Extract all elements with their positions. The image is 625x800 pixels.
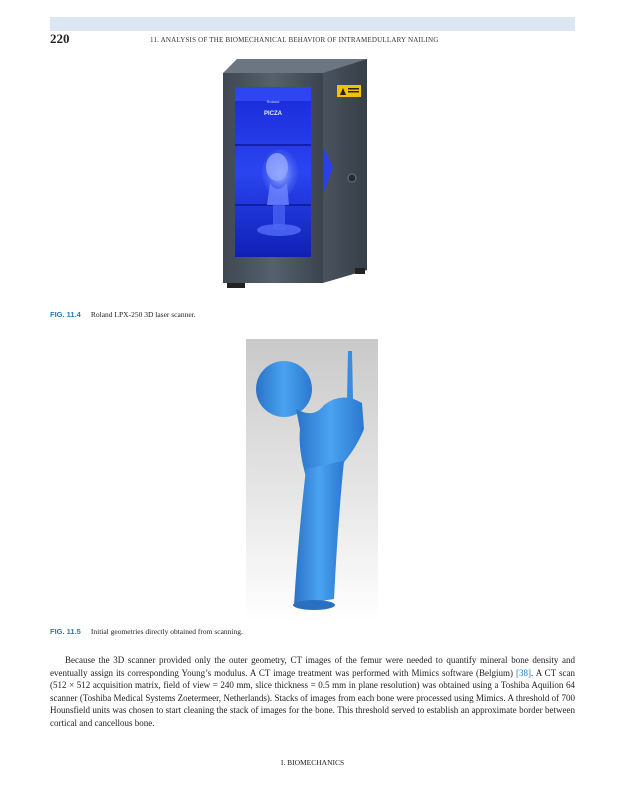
figure-label: FIG. 11.4 — [50, 310, 81, 319]
femur-head — [256, 361, 312, 417]
body-text-part2: . A CT scan (512 × 512 acquisition matrix, field of view = 240 mm, slice thickness = 0.5 mm in plane resolution) was obtained using a Toshiba Aquilion 64 scanner (Toshiba Medical Systems Zoetermeer, Netherlands). Stacks of images from each bone were processed using Mimics. A threshold of 700 Hounsfield units was chosen to start cleaning the stack of images for the bone. This threshold served to establish an approximate border between cortical and cancellous bone. — [50, 667, 575, 728]
citation-link[interactable]: [38] — [515, 667, 531, 678]
scanner-model: PICZA — [264, 111, 282, 117]
figure-caption-text: Roland LPX-250 3D laser scanner. — [90, 310, 196, 319]
page-number: 220 — [50, 31, 70, 46]
running-title: 11. ANALYSIS OF THE BIOMECHANICAL BEHAVIOR OF INTRAMEDULLARY NAILING — [150, 36, 439, 44]
femur-scan-figure — [246, 339, 378, 621]
body-paragraph — [50, 654, 575, 730]
figure-label: FIG. 11.5 — [50, 627, 81, 636]
scanner-figure — [215, 55, 375, 305]
body-text-part1: Because the 3D scanner provided only the outer geometry, CT images of the femur were needed to quantify mineral bone density and eventually assign its corresponding Young’s modulus. A CT image treatment was performed with Mimics software (Belgium) — [50, 655, 575, 678]
figure-caption-text: Initial geometries directly obtained from scanning. — [90, 627, 243, 636]
figure-caption-1 — [50, 310, 196, 319]
scanner-brand: Roland — [266, 99, 280, 104]
scanner-button — [348, 174, 356, 182]
header-bar — [50, 17, 575, 31]
figure-caption-2 — [50, 627, 243, 636]
footer-section: I. BIOMECHANICS — [280, 758, 345, 767]
